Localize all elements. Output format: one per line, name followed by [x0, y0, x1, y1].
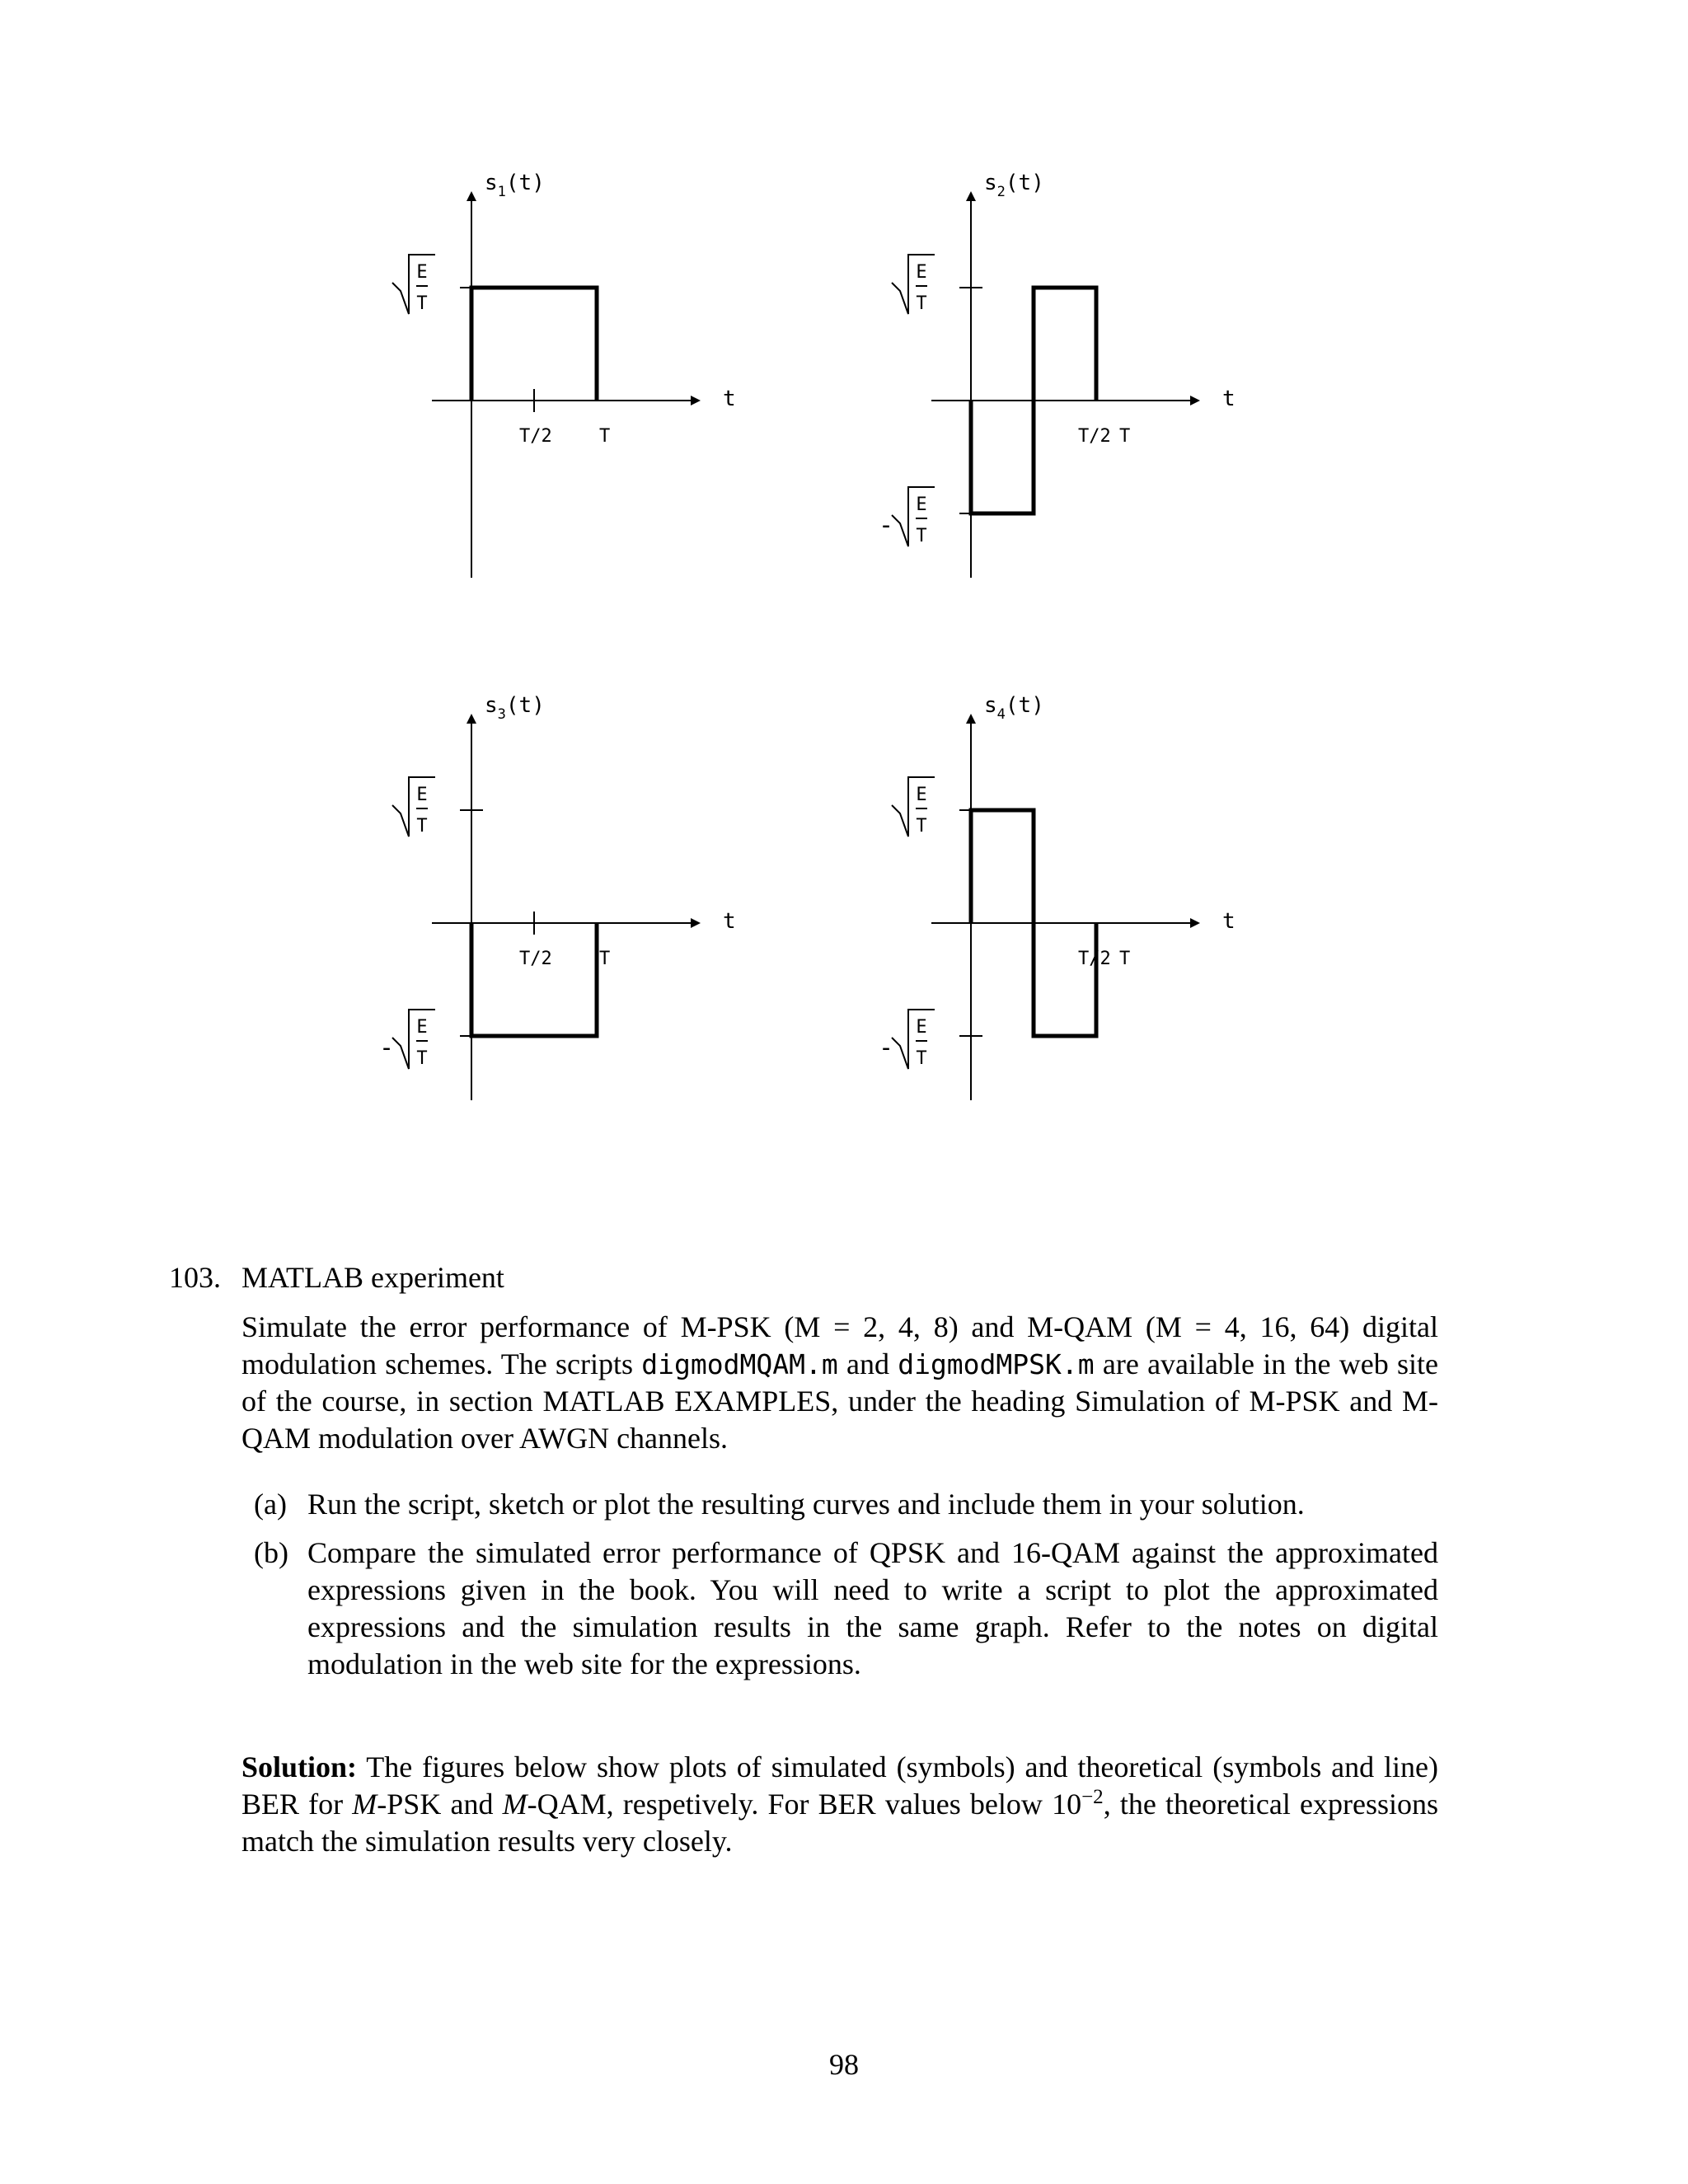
problem-item-a: [254, 1486, 1438, 1523]
waveform-plot-1: [392, 171, 736, 578]
fraction-numerator: E: [916, 785, 927, 805]
page-number: 98: [829, 2048, 859, 2081]
item-label: (b): [254, 1536, 288, 1569]
fraction-denominator: T: [916, 1048, 927, 1069]
fraction-numerator: E: [416, 262, 428, 283]
radical-sign: [392, 1010, 435, 1069]
sqrt-e-over-t-label: [892, 255, 935, 314]
radical-sign: [892, 777, 935, 837]
y-axis-title: $s_2(t)$: [984, 171, 1044, 200]
fraction-numerator: E: [916, 262, 927, 283]
problem-number: 103.: [169, 1261, 221, 1294]
x-tick-label-end: T: [1119, 949, 1131, 969]
waveform-plot-2: [879, 171, 1236, 578]
fraction-denominator: T: [416, 1048, 428, 1069]
fraction-denominator: T: [916, 293, 927, 314]
item-label: (a): [254, 1488, 287, 1521]
item-text: Compare the simulated error performance of QPSK and 16-QAM against the approximated expressions given in the book. You will need to write a script to plot the approximated expressions and the simulation results in the same graph. Refer to the notes on digital modulation in the web site for the expressions.: [307, 1536, 1438, 1680]
waveform-trace: [471, 288, 597, 401]
fraction-numerator: E: [416, 1017, 428, 1038]
x-axis-label: t: [723, 909, 736, 934]
minus-sign: -: [879, 511, 894, 540]
fraction-denominator: T: [416, 293, 428, 314]
fraction-denominator: T: [916, 816, 927, 837]
item-text: Run the script, sketch or plot the resulting curves and include them in your solution.: [307, 1488, 1305, 1521]
minus-sign: -: [879, 1033, 894, 1062]
waveform-plot-3: [379, 693, 736, 1100]
radical-sign: [392, 777, 435, 837]
x-tick-label-half: T/2: [1078, 949, 1111, 969]
sqrt-e-over-t-label: [879, 1010, 935, 1069]
sqrt-e-over-t-label: [892, 777, 935, 837]
waveform-trace: [471, 923, 597, 1036]
fraction-denominator: T: [416, 816, 428, 837]
x-axis-label: t: [1222, 387, 1236, 411]
x-tick-label-half: T/2: [519, 426, 552, 447]
problem-title: MATLAB experiment: [241, 1261, 504, 1294]
problem-intro: Simulate the error performance of M-PSK (M = 2, 4, 8) and M-QAM (M = 4, 16, 64) digital modulation schemes. The scripts digmodMQAM.m and digmodMPSK.m are available in the web site of the course, in section MATLAB EXAMPLES, under the heading Simulation of M-PSK and M-QAM modulation over AWGN channels.: [241, 1310, 1438, 1455]
x-tick-label-end: T: [599, 949, 611, 969]
y-axis-title: $s_4(t)$: [984, 693, 1044, 723]
fraction-numerator: E: [416, 785, 428, 805]
radical-sign: [892, 255, 935, 314]
fraction-numerator: E: [916, 494, 927, 515]
x-axis-label: t: [1222, 909, 1236, 934]
problem-item-b: [254, 1535, 1438, 1683]
minus-sign: -: [379, 1033, 395, 1062]
radical-sign: [892, 1010, 935, 1069]
problem-heading: [169, 1259, 504, 1296]
y-axis-title: $s_3(t)$: [485, 693, 545, 723]
x-tick-label-end: T: [599, 426, 611, 447]
x-tick-label-half: T/2: [519, 949, 552, 969]
solution-label: Solution:: [241, 1750, 358, 1783]
x-axis-label: t: [723, 387, 736, 411]
sqrt-e-over-t-label: [379, 1010, 435, 1069]
radical-sign: [892, 487, 935, 546]
fraction-numerator: E: [916, 1017, 927, 1038]
radical-sign: [392, 255, 435, 314]
y-axis-title: $s_1(t)$: [485, 171, 545, 200]
script-name-psk: digmodMPSK.m: [898, 1348, 1095, 1380]
sqrt-e-over-t-label: [879, 487, 935, 546]
fraction-denominator: T: [916, 526, 927, 546]
x-tick-label-end: T: [1119, 426, 1131, 447]
solution-paragraph: Solution: The figures below show plots of simulated (symbols) and theoretical (symbols and line) BER for M-PSK and M-QAM, respetively. For BER values below $10^{-2}$, the theoretical expressions match the simulation results very closely.: [241, 1750, 1438, 1858]
sqrt-e-over-t-label: [392, 777, 435, 837]
sqrt-e-over-t-label: [392, 255, 435, 314]
waveform-plot-4: [879, 693, 1236, 1100]
x-tick-label-half: T/2: [1078, 426, 1111, 447]
script-name-qam: digmodMQAM.m: [641, 1348, 838, 1380]
